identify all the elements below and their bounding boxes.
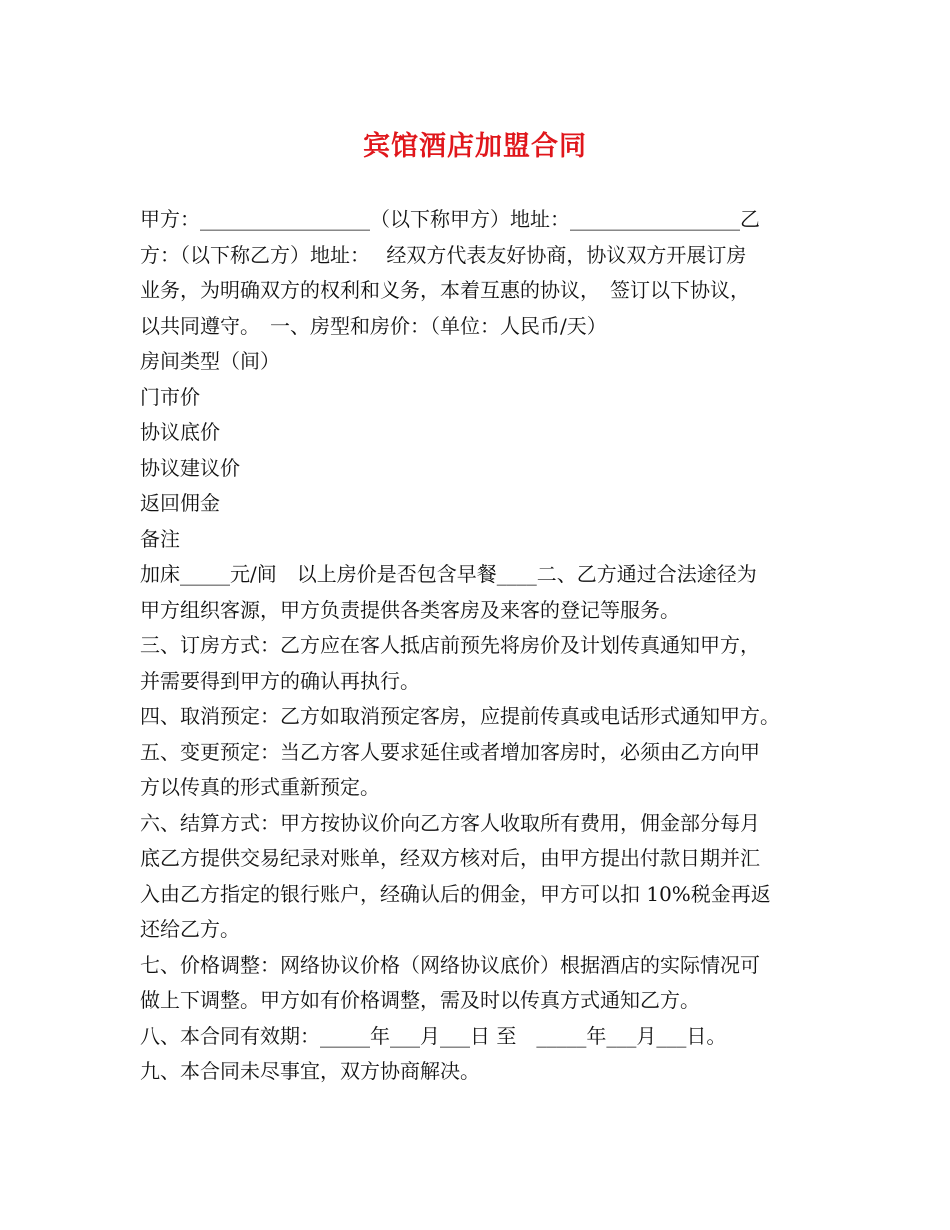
body-line: 做上下调整。甲方如有价格调整，需及时以传真方式通知乙方。	[140, 988, 700, 1012]
body-line: 九、本合同未尽事宜，双方协商解决。	[140, 1059, 480, 1083]
body-line: 门市价	[140, 384, 200, 409]
body-line: 底乙方提供交易纪录对账单，经双方核对后，由甲方提出付款日期并汇	[140, 846, 760, 870]
body-line: 方以传真的形式重新预定。	[140, 775, 380, 799]
body-line: 返回佣金	[140, 491, 220, 515]
body-line: 房间类型（间）	[140, 349, 280, 373]
body-line: 七、价格调整：网络协议价格（网络协议底价）根据酒店的实际情况可	[140, 952, 760, 977]
body-line: 三、订房方式：乙方应在客人抵店前预先将房价及计划传真通知甲方，	[140, 633, 760, 657]
body-line: 甲方：_________________（以下称甲方）地址：_________________乙	[140, 207, 760, 231]
body-line: 方：（以下称乙方）地址： 经双方代表友好协商，协议双方开展订房	[140, 242, 747, 267]
body-line: 以共同遵守。 一、房型和房价：（单位：人民币/天）	[140, 313, 607, 338]
body-line: 并需要得到甲方的确认再执行。	[140, 668, 420, 693]
body-line: 业务，为明确双方的权利和义务，本着互惠的协议， 签订以下协议，	[140, 278, 750, 302]
body-line: 备注	[140, 526, 180, 551]
body-line: 入由乙方指定的银行账户，经确认后的佣金，甲方可以扣 10%税金再返	[140, 881, 771, 906]
body-line: 还给乙方。	[140, 917, 240, 941]
body-line: 加床_____元/间 以上房价是否包含早餐____二、乙方通过合法途径为	[140, 562, 757, 586]
body-line: 六、结算方式：甲方按协议价向乙方客人收取所有费用，佣金部分每月	[140, 810, 760, 835]
body-line: 五、变更预定：当乙方客人要求延住或者增加客房时，必须由乙方向甲	[140, 739, 760, 764]
body-line: 八、本合同有效期：_____年___月___日 至 _____年___月___日。	[140, 1023, 727, 1048]
body-line: 协议建议价	[140, 455, 240, 480]
document-title: 宾馆酒店加盟合同	[363, 131, 587, 162]
body-line: 协议底价	[140, 420, 220, 444]
body-line: 甲方组织客源，甲方负责提供各类客房及来客的登记等服务。	[140, 597, 680, 622]
body-line: 四、取消预定：乙方如取消预定客房，应提前传真或电话形式通知甲方。	[140, 704, 780, 728]
contract-body	[140, 202, 840, 1090]
